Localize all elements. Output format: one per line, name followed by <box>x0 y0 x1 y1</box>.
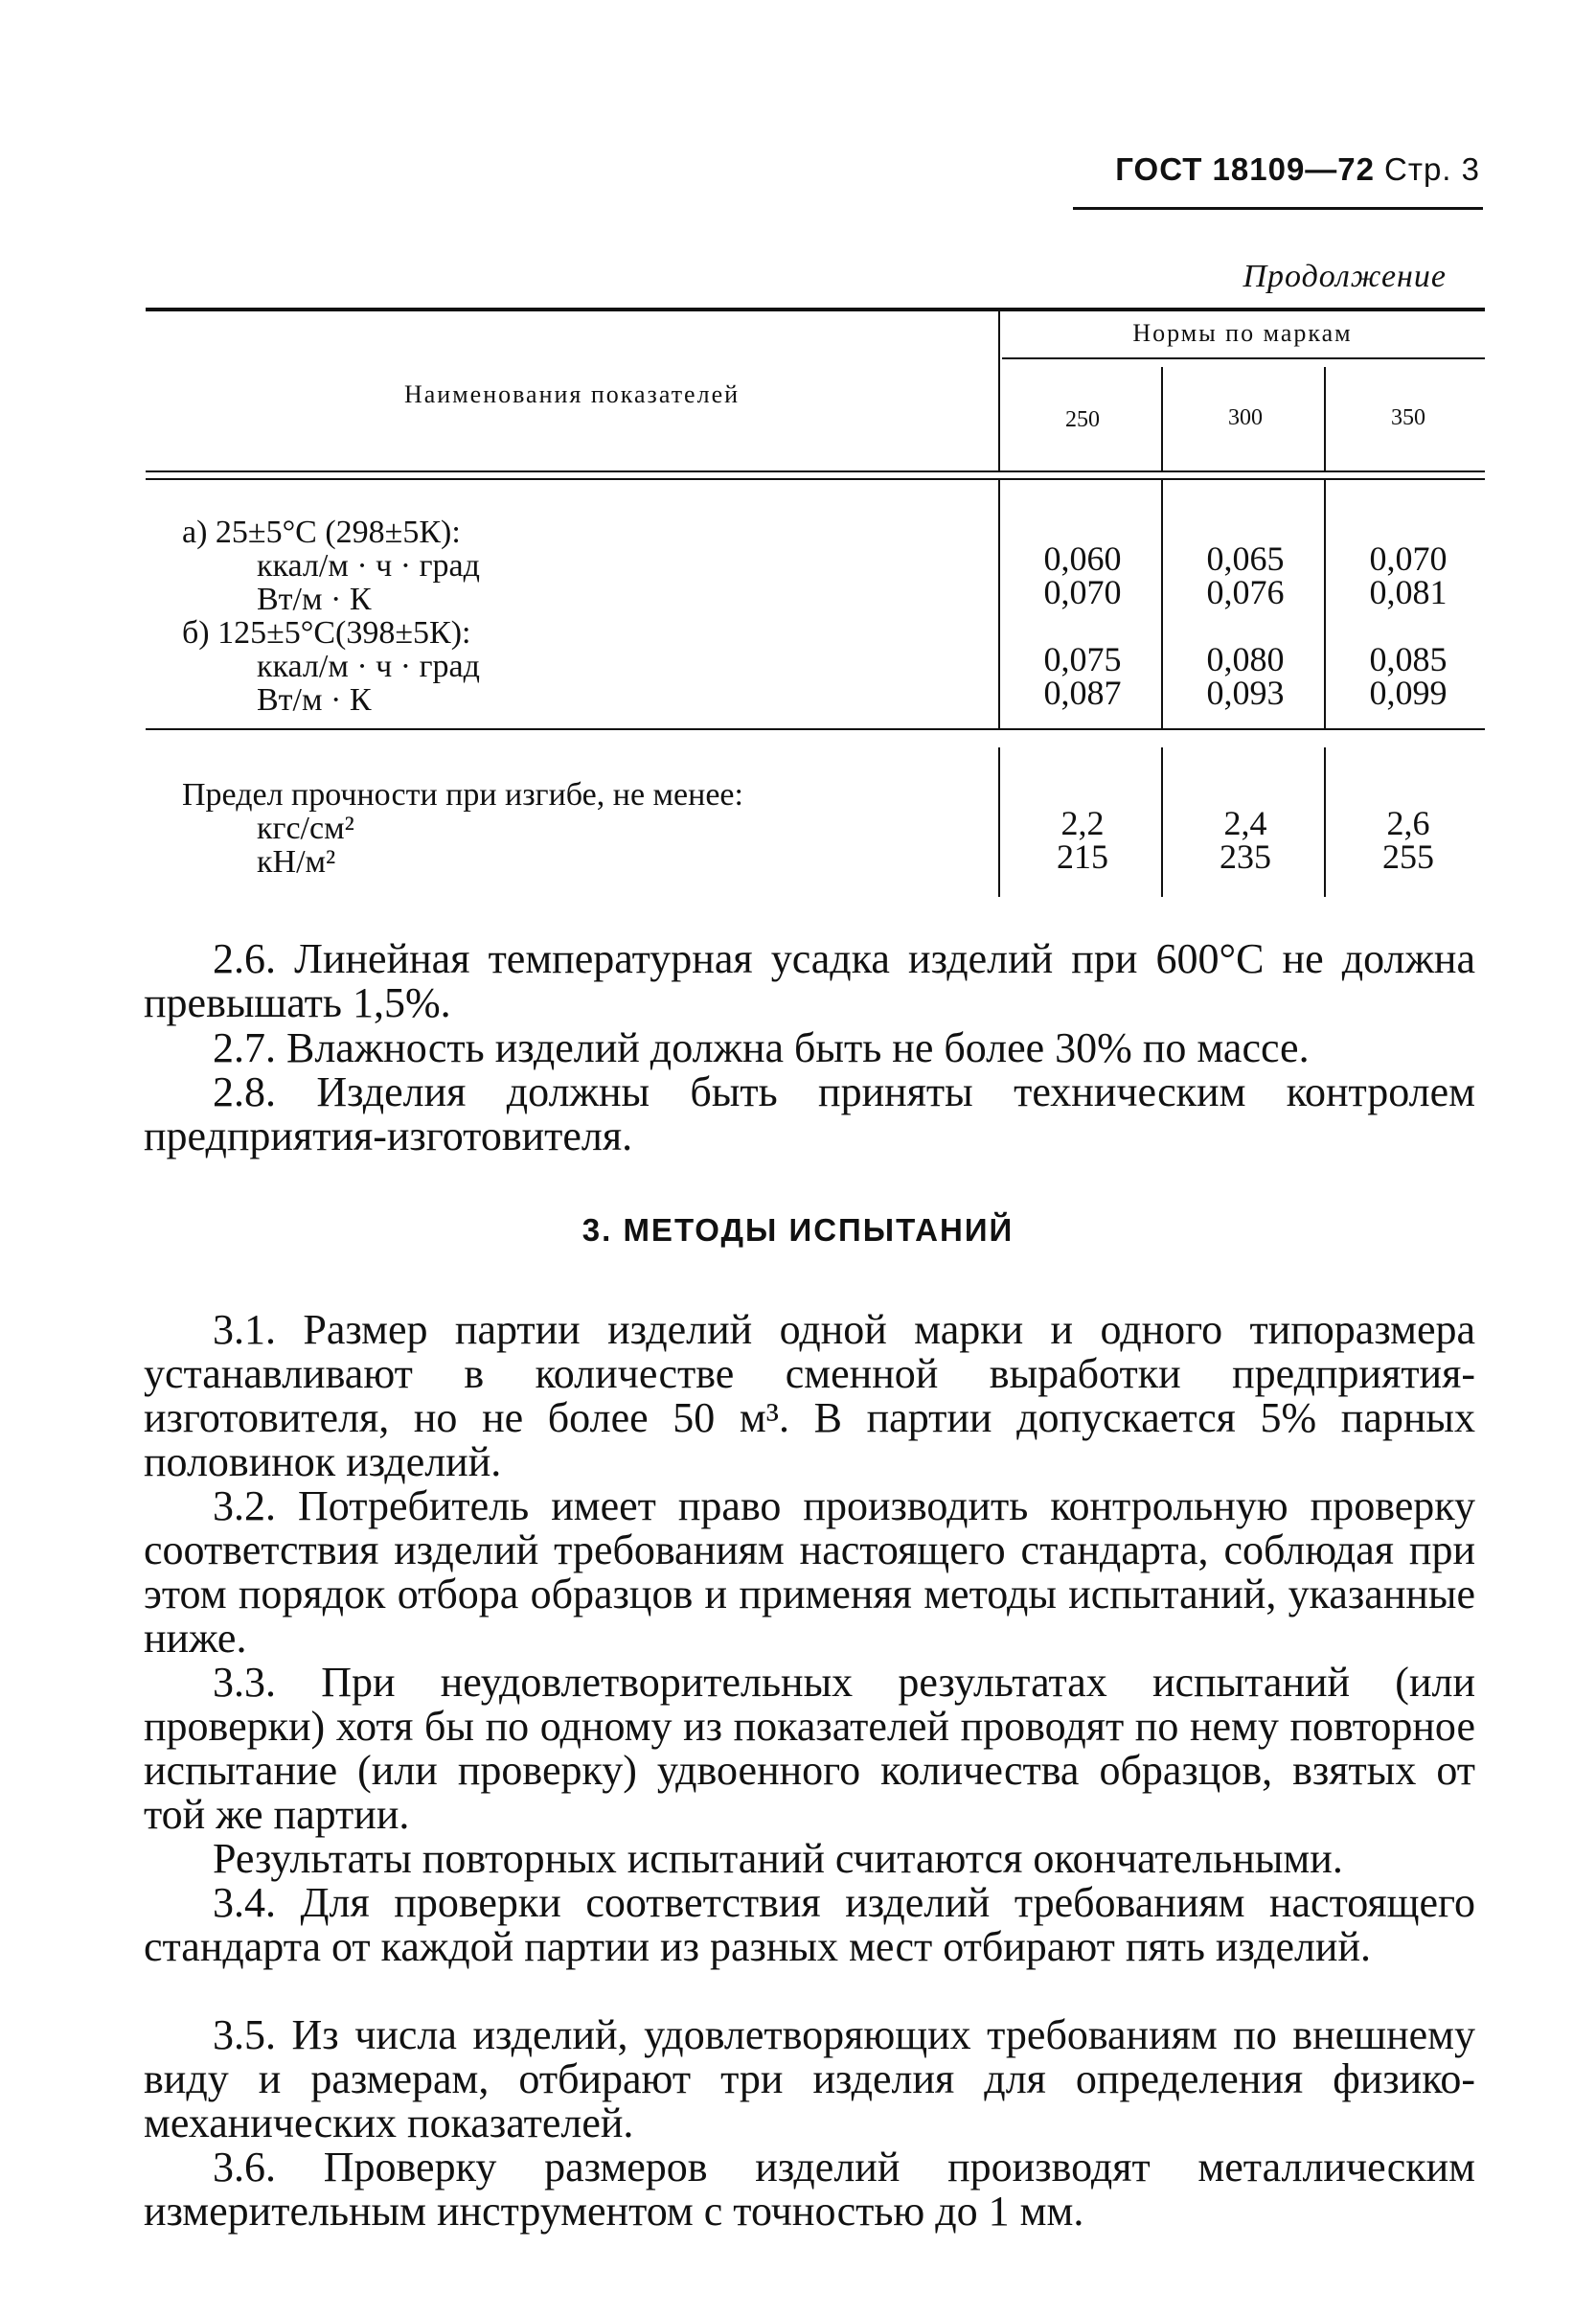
header-grade-norms: Нормы по маркам <box>1132 319 1353 347</box>
value-250-a-wmk: 0,070 <box>1043 573 1122 611</box>
header-bottom-rule-2 <box>146 478 1485 480</box>
table-top-rule <box>146 308 1485 311</box>
label-kgf-cm2: кгс/см² <box>257 811 354 846</box>
vrule-header-3 <box>1324 367 1326 470</box>
standard-number: ГОСТ 18109—72 <box>1115 151 1375 187</box>
page-number: Стр. 3 <box>1384 151 1480 187</box>
vrule-block1-1 <box>998 480 1000 728</box>
paragraph-3-1: 3.1. Размер партии изделий одной марки и одного типоразмера устанавливают в количестве сменной выработки предприятия-изготовителя, но не более 50 м³. В партии допускается 5% парных половинок изделий. <box>144 1306 1475 1485</box>
paragraph-3-3: 3.3. При неудовлетворительных результатах испытаний (или проверки) хотя бы по одному из показателей проводят по нему повторное испытание (или проверку) удвоенного количества образцов, взятых от той же партии. <box>144 1659 1475 1838</box>
paragraph-3-3-result: Результаты повторных испытаний считаются окончательными. <box>213 1835 1343 1882</box>
value-250-kgf: 2,2 <box>1060 804 1105 842</box>
value-300-a-wmk: 0,076 <box>1206 573 1285 611</box>
paragraph-2-6: 2.6. Линейная температурная усадка изделий при 600°С не должна превышать 1,5%. <box>144 935 1475 1026</box>
value-300-kgf: 2,4 <box>1223 804 1267 842</box>
value-250-kn: 215 <box>1057 837 1108 876</box>
value-300-kn: 235 <box>1220 837 1271 876</box>
label-bending-strength: Предел прочности при изгибе, не менее: <box>182 777 743 813</box>
label-kn-m2: кН/м² <box>257 844 336 880</box>
paragraph-2-7: 2.7. Влажность изделий должна быть не более 30% по массе. <box>213 1024 1310 1071</box>
value-350-kn: 255 <box>1382 837 1434 876</box>
vrule-header-2 <box>1161 367 1163 470</box>
value-350-b-wmk: 0,099 <box>1369 674 1448 712</box>
value-350-b-kcal: 0,085 <box>1369 640 1448 678</box>
vrule-block2-1 <box>998 747 1000 897</box>
paragraph-3-5: 3.5. Из числа изделий, удовлетворяющих требованиям по внешнему виду и размерам, отбирают три изделия для определения физико-механических показателей. <box>144 2011 1475 2146</box>
properties-table <box>0 0 1596 920</box>
paragraph-3-4: 3.4. Для проверки соответствия изделий требованиям настоящего стандарта от каждой партии из разных мест отбирают пять изделий. <box>144 1879 1475 1970</box>
header-bottom-rule-1 <box>146 470 1485 472</box>
label-b-temperature: б) 125±5°С(398±5К): <box>182 615 471 651</box>
block1-bottom-rule <box>146 728 1485 730</box>
mark-250: 250 <box>1065 407 1100 432</box>
mark-300: 300 <box>1228 405 1263 430</box>
value-250-b-kcal: 0,075 <box>1043 640 1122 678</box>
header-indicator-names: Наименования показателей <box>403 380 741 408</box>
vrule-block2-3 <box>1324 747 1326 897</box>
label-b-kcal: ккал/м · ч · град <box>257 649 480 684</box>
value-300-a-kcal: 0,065 <box>1206 539 1285 578</box>
paragraph-2-8: 2.8. Изделия должны быть приняты техническим контролем предприятия-изготовителя. <box>144 1068 1475 1159</box>
value-350-a-kcal: 0,070 <box>1369 539 1448 578</box>
continuation-label: Продолжение <box>1243 259 1447 294</box>
vrule-block2-2 <box>1161 747 1163 897</box>
paragraph-3-2: 3.2. Потребитель имеет право производить контрольную проверку соответствия изделий требованиям настоящего стандарта, соблюдая при этом порядок отбора образцов и применяя методы испытаний, указанные ниже. <box>144 1482 1475 1662</box>
section-3-heading: 3. МЕТОДЫ ИСПЫТАНИЙ <box>581 1212 1015 1248</box>
value-250-a-kcal: 0,060 <box>1043 539 1122 578</box>
vrule-block1-2 <box>1161 480 1163 728</box>
value-350-kgf: 2,6 <box>1386 804 1430 842</box>
vrule-block1-3 <box>1324 480 1326 728</box>
paragraph-3-6: 3.6. Проверку размеров изделий производят металлическим измерительным инструментом с точностью до 1 мм. <box>144 2144 1475 2235</box>
value-250-b-wmk: 0,087 <box>1043 674 1122 712</box>
label-a-wmk: Вт/м · К <box>257 582 372 617</box>
group-header-rule <box>1002 357 1485 359</box>
value-300-b-kcal: 0,080 <box>1206 640 1285 678</box>
value-300-b-wmk: 0,093 <box>1206 674 1285 712</box>
mark-350: 350 <box>1391 405 1425 430</box>
label-b-wmk: Вт/м · К <box>257 682 372 718</box>
label-a-temperature: а) 25±5°С (298±5К): <box>182 515 461 550</box>
label-a-kcal: ккал/м · ч · град <box>257 548 480 584</box>
value-350-a-wmk: 0,081 <box>1369 573 1448 611</box>
